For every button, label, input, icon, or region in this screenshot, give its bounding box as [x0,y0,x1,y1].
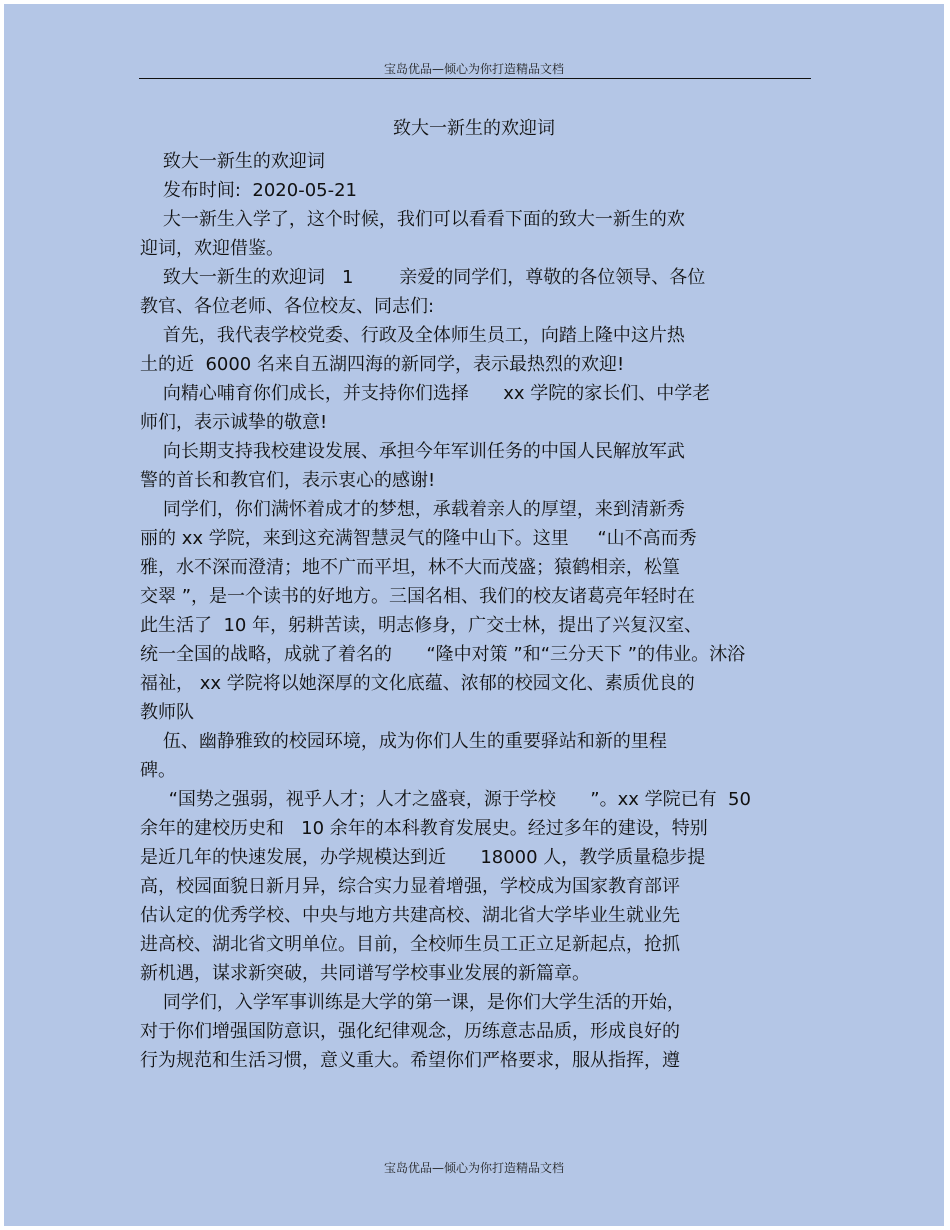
page-header: 宝岛优品—倾心为你打造精品文档 [383,62,564,76]
text-line: 新机遇，谋求新突破，共同谱写学校事业发展的新篇章。 [140,963,590,984]
text-line: 迎词，欢迎借鉴。 [140,238,284,259]
text-line: 向精心哺育你们成长，并支持你们选择 xx 学院的家长们、中学老 [140,383,711,404]
header-divider [139,78,811,79]
text-line: 雅，水不深而澄清；地不广而平坦，林不大而茂盛；猿鹤相亲，松篁 [140,557,680,578]
text-line: 教师队 [140,702,194,723]
text-line: 交翠 ”，是一个读书的好地方。三国名相、我们的校友诸葛亮年轻时在 [140,586,696,607]
text-line: 丽的 xx 学院，来到这充满智慧灵气的隆中山下。这里 “山不高而秀 [140,528,697,549]
text-line: 余年的建校历史和 10 余年的本科教育发展史。经过多年的建设，特别 [140,818,708,839]
text-line: 警的首长和教官们，表示衷心的感谢! [140,470,436,491]
text-line: 此生活了 10 年，躬耕苦读，明志修身，广交士林，提出了兴复汉室、 [140,615,703,636]
text-line: 伍、幽静雅致的校园环境，成为你们人生的重要驿站和新的里程 [140,731,667,752]
text-line: 致大一新生的欢迎词 [140,151,325,172]
text-line: 高，校园面貌日新月异，综合实力显着增强，学校成为国家教育部评 [140,876,680,897]
document-body [140,147,816,1075]
text-line: 进高校、湖北省文明单位。目前，全校师生员工正立足新起点，抢抓 [140,934,680,955]
text-line: 土的近 6000 名来自五湖四海的新同学，表示最热烈的欢迎! [140,354,625,375]
document-page [4,4,944,1226]
text-line: 碑。 [140,760,176,781]
text-line: 是近几年的快速发展，办学规模达到近 18000 人，教学质量稳步提 [140,847,706,868]
text-line: 教官、各位老师、各位校友、同志们: [140,296,435,317]
text-line: “国势之强弱，视乎人才；人才之盛衰，源于学校 ”。xx 学院已有 50 [140,789,751,810]
text-line: 大一新生入学了，这个时候，我们可以看看下面的致大一新生的欢 [140,209,685,230]
text-line: 估认定的优秀学校、中央与地方共建高校、湖北省大学毕业生就业先 [140,905,680,926]
text-line: 统一全国的战略，成就了着名的 “隆中对策 ”和“三分天下 ”的伟业。沐浴 [140,644,746,665]
text-line: 福祉， xx 学院将以她深厚的文化底蕴、浓郁的校园文化、素质优良的 [140,673,695,694]
text-line: 师们，表示诚挚的敬意! [140,412,328,433]
text-line: 向长期支持我校建设发展、承担今年军训任务的中国人民解放军武 [140,441,685,462]
text-line: 首先，我代表学校党委、行政及全体师生员工，向踏上隆中这片热 [140,325,685,346]
text-line: 同学们，入学军事训练是大学的第一课，是你们大学生活的开始， [140,992,685,1013]
text-line: 致大一新生的欢迎词 1 亲爱的同学们，尊敬的各位领导、各位 [140,267,706,288]
document-title: 致大一新生的欢迎词 [393,118,555,139]
text-line: 行为规范和生活习惯，意义重大。希望你们严格要求，服从指挥，遵 [140,1050,680,1071]
page-footer: 宝岛优品—倾心为你打造精品文档 [383,1161,564,1175]
text-line: 同学们，你们满怀着成才的梦想，承载着亲人的厚望，来到清新秀 [140,499,685,520]
text-line: 对于你们增强国防意识，强化纪律观念，历练意志品质，形成良好的 [140,1021,680,1042]
text-line: 发布时间: 2020-05-21 [140,180,358,201]
